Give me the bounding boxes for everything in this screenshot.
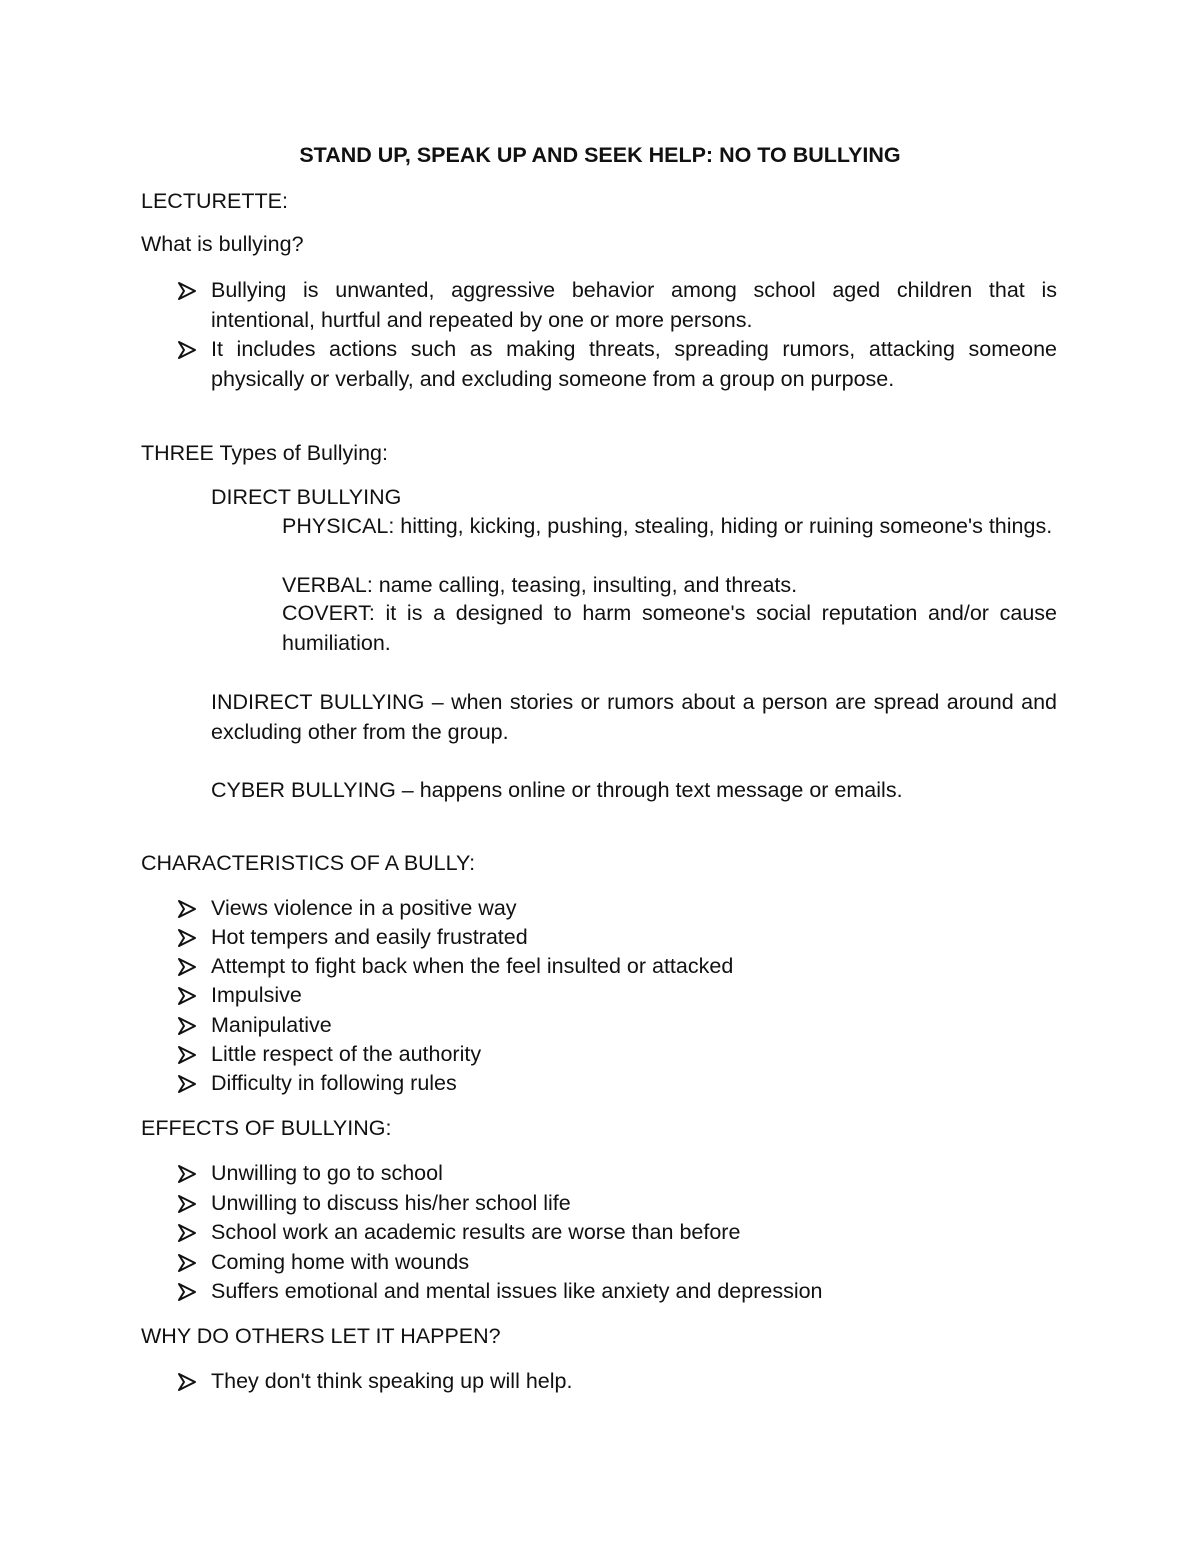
arrowhead-bullet-icon xyxy=(176,1069,198,1098)
characteristic-text: Hot tempers and easily frustrated xyxy=(211,925,528,949)
arrowhead-bullet-icon xyxy=(176,1011,198,1040)
definition-text: Bullying is unwanted, aggressive behavior among school aged children that is intentional, hurtful and repeated by one or more persons. xyxy=(211,278,1057,332)
effect-text: Unwilling to discuss his/her school life xyxy=(211,1191,571,1215)
physical-bullying-text: PHYSICAL: hitting, kicking, pushing, stealing, hiding or ruining someone's things. xyxy=(282,514,1053,538)
effects-heading: EFFECTS OF BULLYING: xyxy=(141,1116,392,1140)
arrowhead-bullet-icon xyxy=(176,1159,198,1188)
effect-text: School work an academic results are worse than before xyxy=(211,1220,741,1244)
arrowhead-bullet-icon xyxy=(176,1277,198,1306)
effect-text: Suffers emotional and mental issues like anxiety and depression xyxy=(211,1279,823,1303)
arrowhead-bullet-icon xyxy=(176,923,198,952)
question-heading: What is bullying? xyxy=(141,232,304,256)
characteristic-text: Views violence in a positive way xyxy=(211,896,517,920)
arrowhead-bullet-icon xyxy=(176,1367,198,1396)
arrowhead-bullet-icon xyxy=(176,1248,198,1277)
characteristic-text: Impulsive xyxy=(211,983,302,1007)
characteristic-text: Little respect of the authority xyxy=(211,1042,482,1066)
indirect-bullying-text: INDIRECT BULLYING – when stories or rumors about a person are spread around and excluding other from the group. xyxy=(211,690,1057,744)
arrowhead-bullet-icon xyxy=(176,952,198,981)
cyber-bullying-text: CYBER BULLYING – happens online or through text message or emails. xyxy=(211,778,903,802)
arrowhead-bullet-icon xyxy=(176,276,198,305)
arrowhead-bullet-icon xyxy=(176,1218,198,1247)
arrowhead-bullet-icon xyxy=(176,1189,198,1218)
arrowhead-bullet-icon xyxy=(176,335,198,364)
arrowhead-bullet-icon xyxy=(176,981,198,1010)
effect-text: Coming home with wounds xyxy=(211,1250,470,1274)
document-title: STAND UP, SPEAK UP AND SEEK HELP: NO TO BULLYING xyxy=(299,143,901,167)
effect-text: Unwilling to go to school xyxy=(211,1161,443,1185)
characteristics-heading: CHARACTERISTICS OF A BULLY: xyxy=(141,851,476,875)
lecturette-label: LECTURETTE: xyxy=(141,189,288,213)
arrowhead-bullet-icon xyxy=(176,1040,198,1069)
verbal-bullying-text: VERBAL: name calling, teasing, insulting, and threats. xyxy=(282,573,798,597)
why-text: They don't think speaking up will help. xyxy=(211,1369,573,1393)
characteristic-text: Manipulative xyxy=(211,1013,332,1037)
direct-bullying-heading: DIRECT BULLYING xyxy=(211,485,402,509)
arrowhead-bullet-icon xyxy=(176,894,198,923)
characteristic-text: Difficulty in following rules xyxy=(211,1071,457,1095)
characteristic-text: Attempt to fight back when the feel insulted or attacked xyxy=(211,954,734,978)
types-heading: THREE Types of Bullying: xyxy=(141,441,388,465)
why-heading: WHY DO OTHERS LET IT HAPPEN? xyxy=(141,1324,501,1348)
covert-bullying-text: COVERT: it is a designed to harm someone's social reputation and/or cause humiliation. xyxy=(282,601,1057,655)
definition-text: It includes actions such as making threats, spreading rumors, attacking someone physically or verbally, and excluding someone from a group on purpose. xyxy=(211,337,1057,391)
